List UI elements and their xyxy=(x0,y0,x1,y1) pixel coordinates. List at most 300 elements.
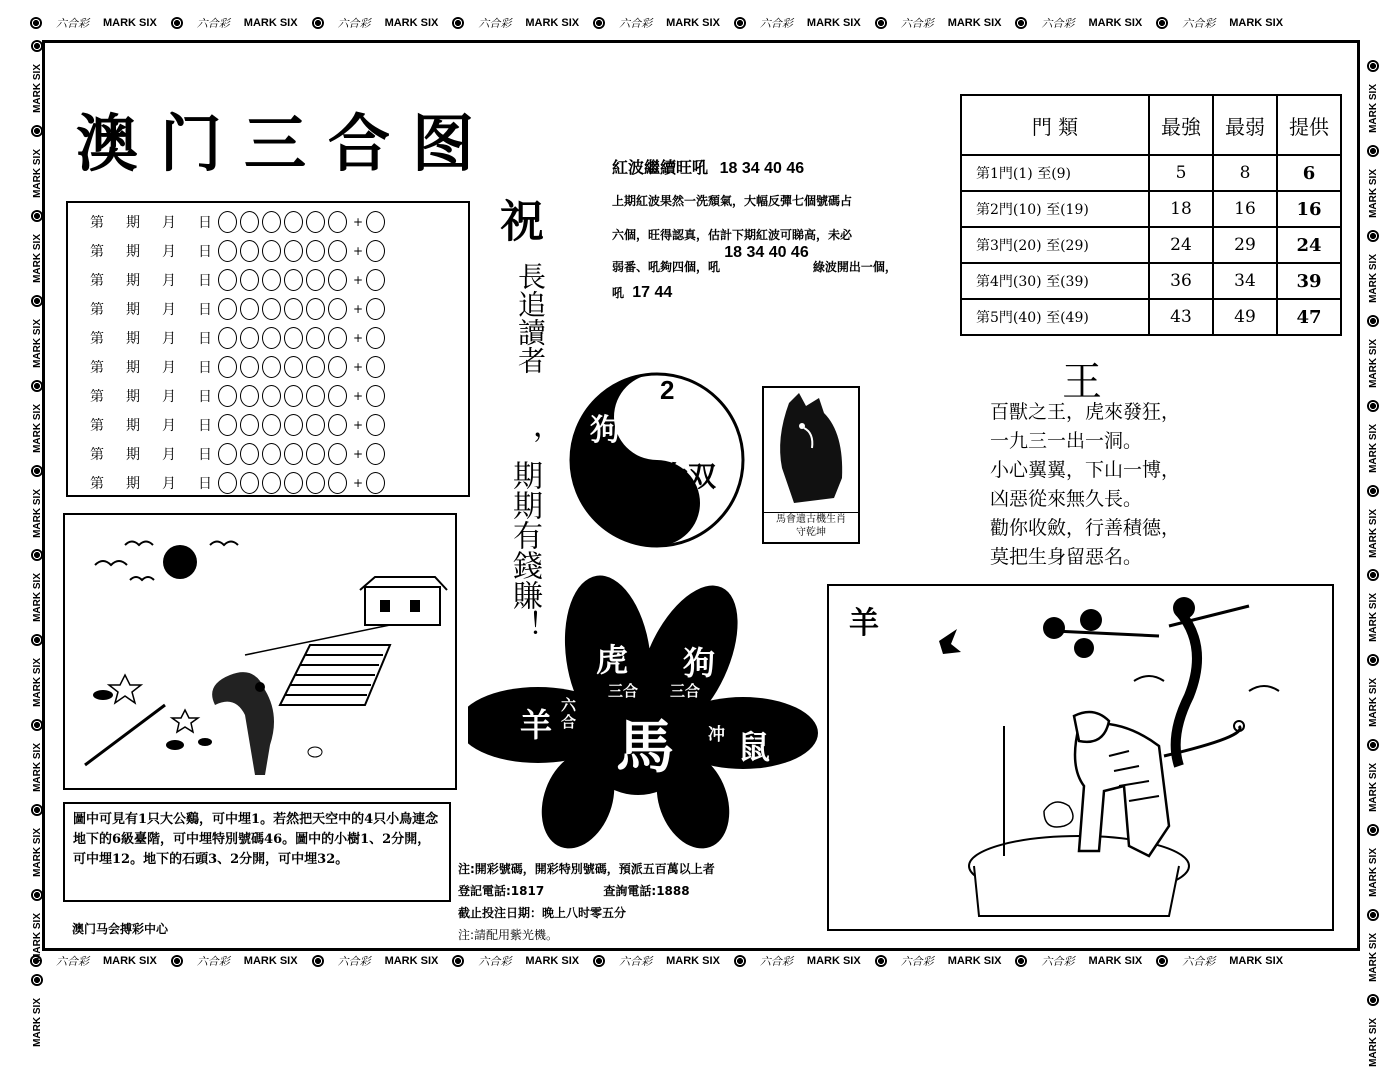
door-table-row xyxy=(961,263,1341,299)
flower-logo-icon xyxy=(593,17,605,29)
flower-logo-icon xyxy=(1156,955,1168,967)
grid-row-label xyxy=(68,415,218,435)
flower-logo-icon xyxy=(1367,824,1379,836)
border-lottery-text: 六合彩 xyxy=(56,17,89,30)
red-wave-headline: 紅波繼續旺吼 xyxy=(612,158,709,177)
grid-row xyxy=(68,352,468,381)
grid-row-label-c1: 第 xyxy=(90,301,104,318)
door-label: 第5門(40) 至(49) xyxy=(961,299,1149,335)
border-lottery-text: 六合彩 xyxy=(1041,955,1075,968)
grid-row-label-c3: 月 xyxy=(162,301,176,318)
number-circle xyxy=(306,472,325,494)
grid-row-label-c3: 月 xyxy=(162,243,176,260)
red-wave-body-3 xyxy=(612,244,897,274)
offered-number: 47 xyxy=(1277,299,1341,335)
door-label: 第1門(1) 至(9) xyxy=(961,155,1149,191)
number-circle xyxy=(218,385,237,407)
grid-row-label-c1: 第 xyxy=(90,214,104,231)
border-lottery-text: 六合彩 xyxy=(900,955,934,968)
door-table xyxy=(960,94,1342,336)
footer-line-2 xyxy=(458,880,715,902)
border-marksix-text: MARK SIX xyxy=(384,955,439,967)
footer-line-3: 截止投注日期：晚上八时零五分 xyxy=(458,906,627,920)
door-table-header xyxy=(961,95,1341,155)
special-number-circle xyxy=(366,472,385,494)
strongest-number: 24 xyxy=(1149,227,1213,263)
border-marksix-text: MARK SIX xyxy=(31,573,43,623)
number-circle xyxy=(218,269,237,291)
number-circle xyxy=(262,472,281,494)
border-marksix-text: MARK SIX xyxy=(243,955,298,967)
border-marksix-text: MARK SIX xyxy=(1367,84,1379,133)
red-wave-body-3b: 綠波開出一個， xyxy=(812,260,897,274)
border-marksix-text: MARK SIX xyxy=(947,955,1002,967)
flower-logo-icon xyxy=(171,17,183,29)
number-circle xyxy=(306,240,325,262)
number-circle xyxy=(328,327,347,349)
red-wave-body-4 xyxy=(612,284,672,302)
number-circle xyxy=(328,240,347,262)
yinyang-num-2: 4 xyxy=(660,415,675,445)
special-number-circle xyxy=(366,356,385,378)
border-marksix-text: MARK SIX xyxy=(243,17,298,29)
flower-logo-icon xyxy=(1367,654,1379,666)
flower-logo-icon xyxy=(452,17,464,29)
weakest-number: 16 xyxy=(1213,191,1277,227)
border-marksix-text: MARK SIX xyxy=(1367,508,1379,558)
grid-row-label-c2: 期 xyxy=(126,388,140,405)
grid-row-label xyxy=(68,212,218,232)
grid-row-label-c2: 期 xyxy=(126,330,140,347)
grid-row xyxy=(68,381,468,410)
grid-row-label xyxy=(68,270,218,290)
plus-sign: + xyxy=(353,243,364,258)
yinyang-dog: 狗 xyxy=(590,413,620,448)
top-border-strip xyxy=(30,15,1283,31)
number-circle xyxy=(240,240,259,262)
poem-line: 一九三一出一洞。 xyxy=(990,430,1143,452)
number-circle xyxy=(240,327,259,349)
number-circle xyxy=(240,385,259,407)
flower-logo-icon xyxy=(875,17,887,29)
special-number-circle xyxy=(366,211,385,233)
border-lottery-text: 六合彩 xyxy=(1041,17,1075,30)
grid-row-label-c2: 期 xyxy=(126,301,140,318)
flower-logo-icon xyxy=(1367,739,1379,751)
border-marksix-text: MARK SIX xyxy=(1229,955,1284,967)
grid-row-label xyxy=(68,386,218,406)
grid-row-label xyxy=(68,299,218,319)
plus-sign: + xyxy=(353,272,364,287)
border-lottery-text: 六合彩 xyxy=(337,17,371,30)
number-circle xyxy=(262,414,281,436)
bless-char: 祝 xyxy=(492,198,543,242)
border-marksix-text: MARK SIX xyxy=(1367,253,1379,303)
number-circle xyxy=(262,356,281,378)
flower-logo-icon xyxy=(1015,955,1027,967)
grid-row-label-c3: 月 xyxy=(162,388,176,405)
number-circle xyxy=(218,472,237,494)
number-circle xyxy=(240,269,259,291)
border-lottery-text: 六合彩 xyxy=(478,17,512,30)
page-title: 澳门三合图 xyxy=(76,107,497,180)
grid-row-label-c1: 第 xyxy=(90,475,104,492)
strongest-number: 36 xyxy=(1149,263,1213,299)
special-number-circle xyxy=(366,269,385,291)
border-marksix-text: MARK SIX xyxy=(31,743,43,793)
special-number-circle xyxy=(366,443,385,465)
border-lottery-text: 六合彩 xyxy=(759,955,793,968)
grid-row-label-c2: 期 xyxy=(126,359,140,376)
flower-logo-icon xyxy=(1367,400,1379,412)
flower-logo-icon xyxy=(31,974,43,986)
border-marksix-text: MARK SIX xyxy=(1367,593,1379,643)
plus-sign: + xyxy=(353,330,364,345)
number-circle xyxy=(240,356,259,378)
yinyang-symbol xyxy=(567,370,747,550)
grid-row xyxy=(68,236,468,265)
plus-sign: + xyxy=(353,475,364,490)
flower-logo-icon xyxy=(312,955,324,967)
number-circle xyxy=(218,211,237,233)
number-circle xyxy=(284,327,303,349)
strongest-number: 18 xyxy=(1149,191,1213,227)
grid-row-label-c3: 月 xyxy=(162,214,176,231)
number-circle xyxy=(218,414,237,436)
number-circle xyxy=(262,240,281,262)
number-circle xyxy=(240,211,259,233)
number-circle xyxy=(218,443,237,465)
red-wave-body-3a: 弱番、吼夠四個，吼 xyxy=(612,260,721,274)
red-wave-body-1: 上期紅波果然一洗頹氣，大幅反彈七個號碼占 xyxy=(612,194,853,208)
door-table-row xyxy=(961,155,1341,191)
border-marksix-text: MARK SIX xyxy=(1367,338,1379,388)
weakest-number: 49 xyxy=(1213,299,1277,335)
border-marksix-text: MARK SIX xyxy=(31,318,43,368)
border-marksix-text: MARK SIX xyxy=(666,955,720,967)
footer-line-1: 注:開彩號碼，開彩特別號碼，預派五百萬以上者 xyxy=(458,862,715,876)
border-marksix-text: MARK SIX xyxy=(31,64,43,113)
special-number-circle xyxy=(366,385,385,407)
grid-row-label-c4: 日 xyxy=(198,301,212,318)
grid-row-label-c1: 第 xyxy=(90,330,104,347)
grid-row-label-c4: 日 xyxy=(198,359,212,376)
grid-row-label-c3: 月 xyxy=(162,417,176,434)
grid-row-label-c1: 第 xyxy=(90,388,104,405)
border-marksix-text: MARK SIX xyxy=(103,17,157,29)
plus-sign: + xyxy=(353,214,364,229)
bless-line-1: 長追讀者 xyxy=(514,262,547,374)
border-lottery-text: 六合彩 xyxy=(900,17,934,30)
number-circle xyxy=(306,327,325,349)
weakest-number: 8 xyxy=(1213,155,1277,191)
flower-logo-icon xyxy=(875,955,887,967)
grid-row-label-c2: 期 xyxy=(126,243,140,260)
number-circle xyxy=(306,414,325,436)
border-marksix-text: MARK SIX xyxy=(947,17,1002,29)
flower-sheep: 羊 xyxy=(520,706,553,744)
number-circle xyxy=(262,211,281,233)
border-lottery-text: 六合彩 xyxy=(619,17,653,30)
grid-row-label-c2: 期 xyxy=(126,417,140,434)
footer-phone-register: 登記電話:1817 xyxy=(458,884,545,898)
grid-row-label-c2: 期 xyxy=(126,272,140,289)
number-circle xyxy=(262,298,281,320)
flower-logo-icon xyxy=(30,17,42,29)
right-border-strip xyxy=(1362,60,1384,1067)
number-circle xyxy=(262,327,281,349)
poem-line: 小心翼翼，下山一博， xyxy=(990,459,1181,481)
number-circle xyxy=(218,327,237,349)
number-circle xyxy=(328,472,347,494)
border-lottery-text: 六合彩 xyxy=(759,17,793,30)
border-marksix-text: MARK SIX xyxy=(525,955,580,967)
grid-row-label-c4: 日 xyxy=(198,388,212,405)
grid-row xyxy=(68,468,468,497)
border-marksix-text: MARK SIX xyxy=(1367,848,1379,898)
number-circle xyxy=(284,414,303,436)
number-circle xyxy=(284,298,303,320)
border-marksix-text: MARK SIX xyxy=(1367,1017,1379,1067)
plus-sign: + xyxy=(353,388,364,403)
door-table-row xyxy=(961,227,1341,263)
number-circle xyxy=(284,356,303,378)
number-circle xyxy=(284,385,303,407)
border-marksix-text: MARK SIX xyxy=(1367,168,1379,218)
grid-row-label-c3: 月 xyxy=(162,359,176,376)
grid-row-label-c3: 月 xyxy=(162,330,176,347)
number-circle xyxy=(218,356,237,378)
grid-row xyxy=(68,294,468,323)
grid-row-label-c4: 日 xyxy=(198,417,212,434)
border-marksix-text: MARK SIX xyxy=(1367,933,1379,982)
number-circle xyxy=(306,298,325,320)
header-weak: 最弱 xyxy=(1213,95,1277,155)
border-marksix-text: MARK SIX xyxy=(806,17,861,29)
grid-row-label-c4: 日 xyxy=(198,475,212,492)
offered-number: 16 xyxy=(1277,191,1341,227)
door-table-row xyxy=(961,191,1341,227)
red-wave-headline-numbers: 18 34 40 46 xyxy=(719,160,805,177)
flower-chong: 冲 xyxy=(708,725,725,745)
grid-row-label-c1: 第 xyxy=(90,272,104,289)
border-marksix-text: MARK SIX xyxy=(31,997,43,1047)
border-lottery-text: 六合彩 xyxy=(196,17,230,30)
flower-rat: 鼠 xyxy=(738,728,771,766)
border-marksix-text: MARK SIX xyxy=(1088,17,1143,29)
border-marksix-text: MARK SIX xyxy=(806,955,861,967)
number-circle xyxy=(306,385,325,407)
red-wave-headline-block xyxy=(612,155,804,178)
draw-record-grid xyxy=(66,201,470,497)
flower-logo-icon xyxy=(734,17,746,29)
number-circle xyxy=(240,298,259,320)
grid-row xyxy=(68,410,468,439)
strongest-number: 5 xyxy=(1149,155,1213,191)
plus-sign: + xyxy=(353,446,364,461)
grid-row-label-c2: 期 xyxy=(126,475,140,492)
horse-head-icon xyxy=(764,388,858,508)
sheep-label: 羊 xyxy=(849,606,879,641)
flower-logo-icon xyxy=(1367,569,1379,581)
door-label: 第2門(10) 至(19) xyxy=(961,191,1149,227)
center-name: 澳门马会搏彩中心 xyxy=(72,922,169,936)
grid-row-label-c1: 第 xyxy=(90,359,104,376)
number-circle xyxy=(328,211,347,233)
number-circle xyxy=(262,385,281,407)
border-marksix-text: MARK SIX xyxy=(31,658,43,708)
border-marksix-text: MARK SIX xyxy=(31,913,43,962)
border-marksix-text: MARK SIX xyxy=(31,148,43,198)
plus-sign: + xyxy=(353,359,364,374)
grid-row-label-c1: 第 xyxy=(90,417,104,434)
offered-number: 24 xyxy=(1277,227,1341,263)
border-marksix-text: MARK SIX xyxy=(666,17,720,29)
flower-logo-icon xyxy=(1367,485,1379,497)
rooster-scene-illustration xyxy=(65,515,455,788)
weakest-number: 29 xyxy=(1213,227,1277,263)
grid-row xyxy=(68,439,468,468)
flower-dog: 狗 xyxy=(683,644,716,682)
grid-row-label-c3: 月 xyxy=(162,446,176,463)
horse-picture xyxy=(762,386,860,544)
grid-row xyxy=(68,265,468,294)
flower-sanhe-2: 三合 xyxy=(670,682,701,700)
yinyang-num-1: 2 xyxy=(660,375,675,405)
door-label: 第4門(30) 至(39) xyxy=(961,263,1149,299)
flower-logo-icon xyxy=(1367,994,1379,1006)
tiger-picture xyxy=(827,584,1334,931)
flower-liuhe: 六合 xyxy=(561,696,577,731)
border-lottery-text: 六合彩 xyxy=(56,955,89,968)
border-marksix-text: MARK SIX xyxy=(1367,763,1379,813)
footer-notes xyxy=(458,858,715,946)
flower-logo-icon xyxy=(1367,145,1379,157)
flower-logo-icon xyxy=(1015,17,1027,29)
flower-logo-icon xyxy=(1367,315,1379,327)
border-marksix-text: MARK SIX xyxy=(103,955,157,967)
number-circle xyxy=(328,298,347,320)
border-marksix-text: MARK SIX xyxy=(31,488,43,538)
header-offer: 提供 xyxy=(1277,95,1341,155)
border-marksix-text: MARK SIX xyxy=(31,403,43,453)
yinyang-bigdouble: 大双 xyxy=(660,460,717,493)
number-circle xyxy=(284,240,303,262)
poem-title: 王 xyxy=(1062,359,1102,405)
rooster-scene-picture xyxy=(63,513,457,790)
bottom-border-strip xyxy=(30,953,1283,969)
flower-sanhe-1: 三合 xyxy=(608,682,639,700)
number-circle xyxy=(262,443,281,465)
number-circle xyxy=(306,211,325,233)
footer-phone-query: 查詢電話:1888 xyxy=(603,884,690,898)
note-box: 圖中可見有1只大公鷄，可中埋1。若然把天空中的4只小鳥連念地下的6級臺階，可中埋特別號碼46。圖中的小樹1、2分開，可中埋12。地下的石頭3、2分開，可中埋32。 xyxy=(63,802,451,902)
grid-row-label xyxy=(68,357,218,377)
flower-logo-icon xyxy=(593,955,605,967)
border-lottery-text: 六合彩 xyxy=(619,955,653,968)
footer-line-4: 注:請配用紫光機。 xyxy=(458,928,559,942)
grid-row-label-c4: 日 xyxy=(198,272,212,289)
border-lottery-text: 六合彩 xyxy=(196,955,230,968)
grid-row-label-c4: 日 xyxy=(198,214,212,231)
poem-body xyxy=(990,398,1180,572)
grid-row-label-c1: 第 xyxy=(90,243,104,260)
border-marksix-text: MARK SIX xyxy=(1367,678,1379,728)
border-marksix-text: MARK SIX xyxy=(1088,955,1143,967)
special-number-circle xyxy=(366,327,385,349)
number-circle xyxy=(328,356,347,378)
door-table-row xyxy=(961,299,1341,335)
number-circle xyxy=(284,269,303,291)
offered-number: 39 xyxy=(1277,263,1341,299)
grid-row-label-c1: 第 xyxy=(90,446,104,463)
red-wave-body-2: 六個，旺得認真，估計下期紅波可睇高，未必 xyxy=(612,228,853,242)
red-wave-body-4-numbers: 17 44 xyxy=(632,284,673,301)
flower-horse: 馬 xyxy=(616,713,675,781)
horse-caption: 馬會遺古機生肖守乾坤 xyxy=(764,512,858,539)
number-circle xyxy=(262,269,281,291)
special-number-circle xyxy=(366,414,385,436)
border-lottery-text: 六合彩 xyxy=(1182,17,1216,30)
poem-line: 莫把生身留惡名。 xyxy=(990,546,1143,568)
border-lottery-text: 六合彩 xyxy=(337,955,371,968)
grid-row-label xyxy=(68,473,218,493)
flower-logo-icon xyxy=(312,17,324,29)
flower-tiger: 虎 xyxy=(596,641,629,679)
grid-row-label-c3: 月 xyxy=(162,272,176,289)
door-label: 第3門(20) 至(29) xyxy=(961,227,1149,263)
offered-number: 6 xyxy=(1277,155,1341,191)
grid-row-label xyxy=(68,444,218,464)
flower-logo-icon xyxy=(1367,909,1379,921)
grid-row-label-c4: 日 xyxy=(198,330,212,347)
strongest-number: 43 xyxy=(1149,299,1213,335)
border-lottery-text: 六合彩 xyxy=(478,955,512,968)
poem-line: 百獸之王，虎來發狂， xyxy=(990,401,1181,423)
number-circle xyxy=(284,443,303,465)
special-number-circle xyxy=(366,298,385,320)
grid-row xyxy=(68,207,468,236)
header-door: 門 類 xyxy=(961,95,1149,155)
border-marksix-text: MARK SIX xyxy=(1229,17,1284,29)
number-circle xyxy=(328,443,347,465)
header-strong: 最強 xyxy=(1149,95,1213,155)
weakest-number: 34 xyxy=(1213,263,1277,299)
number-circle xyxy=(240,472,259,494)
bless-line-2: ，期期有錢賺！ xyxy=(507,430,542,640)
border-marksix-text: MARK SIX xyxy=(31,828,43,878)
tiger-illustration xyxy=(829,586,1332,929)
grid-row-label-c4: 日 xyxy=(198,243,212,260)
plus-sign: + xyxy=(353,301,364,316)
flower-logo-icon xyxy=(1367,60,1379,72)
flower-logo-icon xyxy=(452,955,464,967)
number-circle xyxy=(218,240,237,262)
grid-row-label xyxy=(68,241,218,261)
number-circle xyxy=(284,211,303,233)
red-wave-body-3-numbers: 18 34 40 46 xyxy=(724,244,809,261)
border-lottery-text: 六合彩 xyxy=(1182,955,1216,968)
poem-line: 凶惡從來無久長。 xyxy=(990,488,1143,510)
flower-logo-icon xyxy=(171,955,183,967)
plus-sign: + xyxy=(353,417,364,432)
grid-row xyxy=(68,323,468,352)
border-marksix-text: MARK SIX xyxy=(384,17,439,29)
number-circle xyxy=(240,443,259,465)
number-circle xyxy=(306,356,325,378)
number-circle xyxy=(306,443,325,465)
border-marksix-text: MARK SIX xyxy=(31,233,43,283)
